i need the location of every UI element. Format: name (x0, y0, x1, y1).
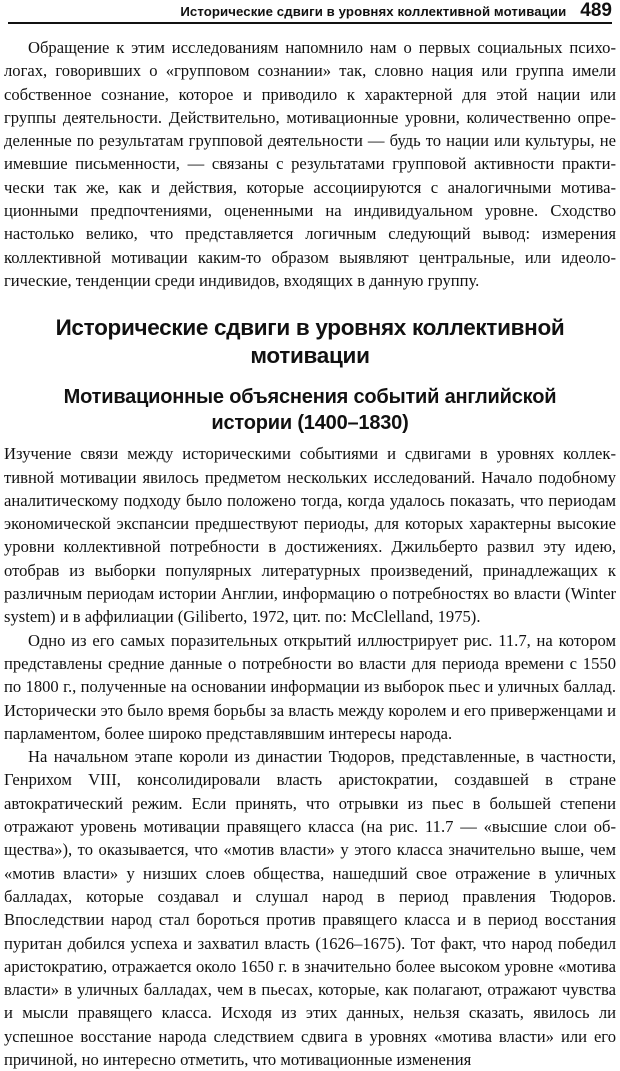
section-heading: Исторические сдвиги в уровнях коллективной мотивации (55, 315, 565, 369)
page-number: 489 (580, 0, 612, 21)
running-title: Исторические сдвиги в уровнях коллективной мотивации (180, 4, 567, 19)
paragraph-1: Изучение связи между историческими событиями и сдвигами в уровнях коллективной мотивации явилось предметом нескольких исследований. Начало подобному аналитическому подходу было положено тогда, когда удалось показать, что периодам экономической экспансии предшествуют периоды, для которых характерны высокие уровни коллективной потребности в достижениях. Джильберто развил эту идею, отобрав из выборки популярных литературных произведений, принадлежащих к различным периодам истории Англии, информацию о потребностях во власти (Winter system) и в аффилиации (Giliberto, 1972, цит. по: McClelland, 1975). (4, 444, 616, 627)
page-body (4, 36, 616, 1071)
paragraph-3: На начальном этапе короли из династии Тюдоров, представленные, в частности, Генрихом VIII, консолидировали власть аристократии, создавшей в стране автократический режим. Если принять, что отрывки из пьес в большей степени отражают уровень мотивации правящего класса (на рис. 11.7 — «высшие слои общества»), то оказывается, что «мотив власти» у этого класса значительно выше, чем «мотив власти» у низших слоев общества, нашедший свое отражение в уличных балладах, которые создавал и слушал народ в период правления Тюдоров. Впоследствии народ стал бороться против правящего класса и в период восстания пуритан добился успеха и захватил власть (1626–1675). Тот факт, что народ победил аристократию, отражается около 1650 г. в значительно более высоком уровне «мотива власти» в уличных балладах, чем в пьесах, которые, как полагают, отражают чувства и мысли правящего класса. Исходя из этих данных, нельзя сказать, явилось ли успешное восстание народа следствием сдвига в уровнях «мотива власти» или его причиной, но интересно отметить, что мотивационные изменения (4, 747, 616, 1069)
intro-paragraph: Обращение к этим исследованиям напомнило нам о первых социальных психологах, говоривших о «групповом сознании» так, словно нация или группа имели собственное сознание, которое и приводило к характерной для этой нации или группы деятельности. Действительно, мотивационные уровни, количественно определенные по результатам групповой деятельности — будь то нации или культуры, не имевшие письменности, — связаны с результатами групповой активности практически так же, как и действия, которые ассоциируются с аналогичными мотивационными предпочтениями, оцененными на индивидуальном уровне. Сходство настолько велико, что представляется логичным следующий вывод: измерения коллективной мотивации каким-то образом выявляют центральные, или идеологические, тенденции среди индивидов, входящих в данную группу. (4, 38, 616, 290)
subsection-heading: Мотивационные объяснения событий английской истории (1400–1830) (63, 386, 557, 435)
running-header (8, 0, 612, 24)
paragraph-2: Одно из его самых поразительных открытий иллюстрирует рис. 11.7, на котором представлены средние данные о потребности во власти для периода времени с 1550 по 1800 г., полученные на основании информации из выборок пьес и уличных баллад. Исторически это было время борьбы за власть между королем и его приверженцами и парламентом, более широко представлявшим интересы народа. (4, 630, 616, 743)
